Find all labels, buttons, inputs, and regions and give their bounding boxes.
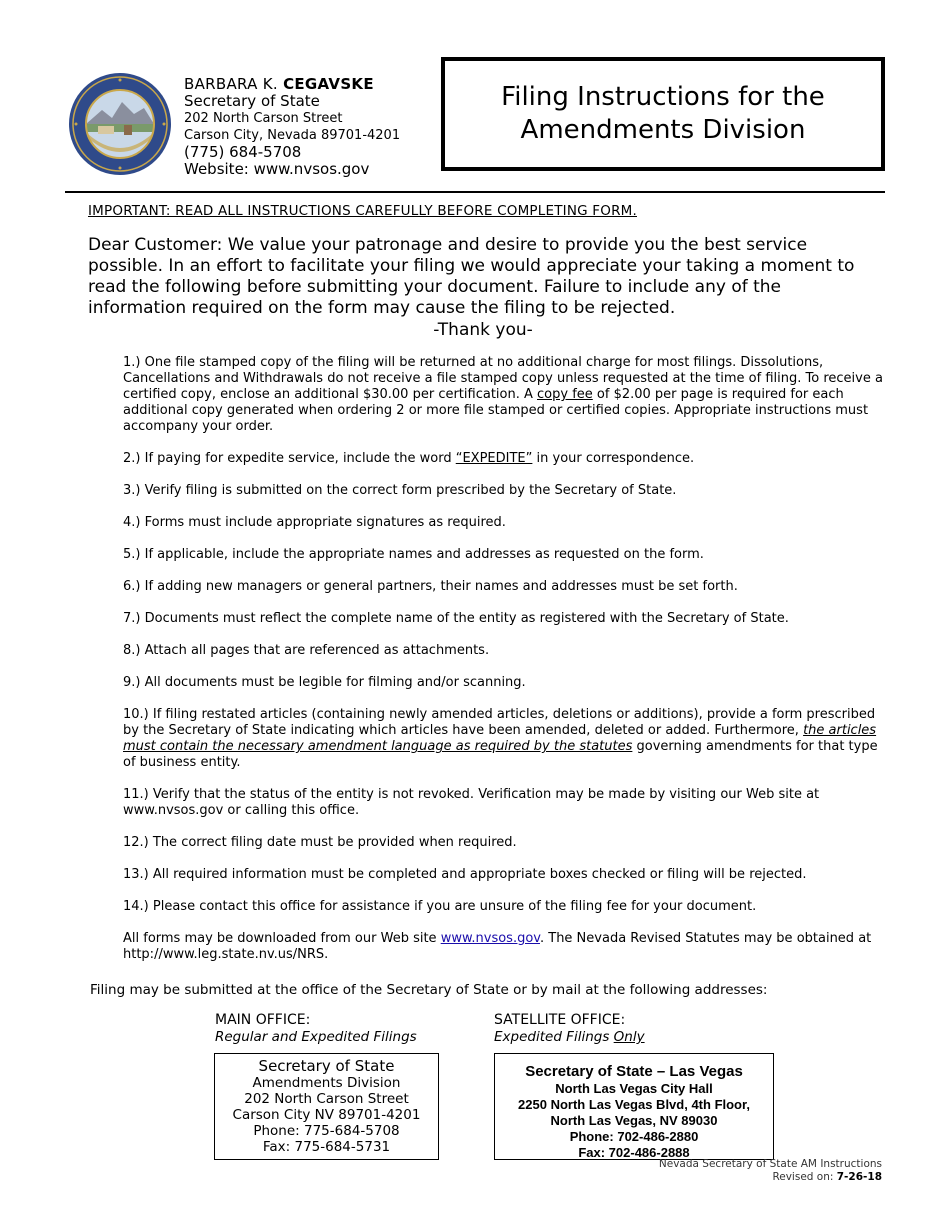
satellite-office-subheading bbox=[494, 1029, 645, 1046]
expedite-word: “EXPEDITE” bbox=[455, 451, 533, 466]
instruction-item-9: 9.) All documents must be legible for filming and/or scanning. bbox=[123, 675, 526, 690]
main-office-line: Carson City NV 89701-4201 bbox=[232, 1107, 421, 1123]
header-divider bbox=[65, 191, 885, 193]
nvsos-link[interactable]: www.nvsos.gov bbox=[440, 931, 540, 946]
instruction-item-5: 5.) If applicable, include the appropriate names and addresses as requested on the form. bbox=[123, 547, 704, 562]
instruction-item-11: 11.) Verify that the status of the entity is not revoked. Verification may be made by visiting our Web site at www.nvsos.gov or calling this office. bbox=[123, 787, 820, 818]
instruction-item-1 bbox=[123, 355, 888, 435]
item-1-text-b: of $2.00 per page is required for each additional copy generated when ordering 2 or more file stamped or certified copies. Appropriate instructions must accompany your order. bbox=[123, 387, 869, 434]
main-office-line: Phone: 775-684-5708 bbox=[253, 1123, 400, 1139]
main-office-heading: MAIN OFFICE: bbox=[215, 1012, 311, 1028]
main-office-line: Fax: 775-684-5731 bbox=[262, 1139, 391, 1155]
title-line-2: Amendments Division bbox=[520, 115, 806, 145]
office-city: Carson City, Nevada 89701-4201 bbox=[184, 128, 401, 143]
instruction-item-8: 8.) Attach all pages that are referenced as attachments. bbox=[123, 643, 490, 658]
forms-text-b: . The Nevada Revised Statutes may be obtained at http://www.leg.state.nv.us/NRS. bbox=[123, 931, 872, 962]
instruction-item-7: 7.) Documents must reflect the complete name of the entity as registered with the Secretary of State. bbox=[123, 611, 789, 626]
satellite-sub-a: Expedited Filings bbox=[494, 1029, 614, 1045]
office-website: Website: www.nvsos.gov bbox=[184, 160, 370, 178]
satellite-office-line: Fax: 702-486-2888 bbox=[578, 1145, 690, 1160]
instruction-item-3: 3.) Verify filing is submitted on the correct form prescribed by the Secretary of State. bbox=[123, 483, 677, 498]
satellite-office-address bbox=[494, 1053, 774, 1160]
satellite-office-heading-block bbox=[494, 1012, 645, 1046]
state-seal bbox=[68, 72, 172, 176]
instruction-item-4: 4.) Forms must include appropriate signatures as required. bbox=[123, 515, 506, 530]
copy-fee-term: copy fee bbox=[537, 387, 593, 402]
satellite-office-line: North Las Vegas City Hall bbox=[555, 1081, 713, 1096]
satellite-office-line: Secretary of State – Las Vegas bbox=[525, 1063, 743, 1080]
instruction-item-13: 13.) All required information must be completed and appropriate boxes checked or filing will be rejected. bbox=[123, 867, 807, 882]
office-street: 202 North Carson Street bbox=[184, 111, 343, 126]
item-2-text-a: 2.) If paying for expedite service, include the word bbox=[123, 451, 456, 466]
satellite-sub-only: Only bbox=[613, 1029, 645, 1045]
item-2-text-b: in your correspondence. bbox=[532, 451, 695, 466]
main-office-heading-block bbox=[215, 1012, 417, 1046]
revised-date: 7-26-18 bbox=[836, 1171, 882, 1183]
instruction-item-12: 12.) The correct filing date must be provided when required. bbox=[123, 835, 517, 850]
instruction-item-6: 6.) If adding new managers or general partners, their names and addresses must be set forth. bbox=[123, 579, 738, 594]
revised-label: Revised on: bbox=[772, 1171, 837, 1183]
satellite-office-line: North Las Vegas, NV 89030 bbox=[550, 1113, 718, 1128]
instruction-item-10 bbox=[123, 707, 888, 771]
seal-icon bbox=[68, 72, 172, 176]
office-phone: (775) 684-5708 bbox=[184, 143, 302, 161]
thank-you: -Thank you- bbox=[433, 320, 533, 340]
document-title bbox=[441, 57, 885, 171]
satellite-office-line: 2250 North Las Vegas Blvd, 4th Floor, bbox=[518, 1097, 750, 1112]
item-10-text-a: 10.) If filing restated articles (containing newly amended articles, deletions or additions), provide a form prescribed by the Secretary of State indicating which articles have been amended, deleted or added. Furthermore, bbox=[123, 707, 876, 738]
forms-text-a: All forms may be downloaded from our Web site bbox=[123, 931, 441, 946]
instruction-list bbox=[123, 355, 888, 979]
important-notice: IMPORTANT: READ ALL INSTRUCTIONS CAREFULLY BEFORE COMPLETING FORM. bbox=[88, 203, 637, 219]
officer-first-name: BARBARA K. bbox=[184, 75, 278, 93]
forms-download-note bbox=[123, 931, 888, 963]
intro-paragraph: Dear Customer: We value your patronage and desire to provide you the best service possible. In an effort to facilitate your filing we would appreciate your taking a moment to read the following before submitting your document. Failure to include any of the information required on the form may cause the filing to be rejected. bbox=[88, 235, 855, 318]
item-10-emphasis: the articles must contain the necessary amendment language as required by the statutes bbox=[123, 723, 877, 754]
item-10-text-b: governing amendments for that type of business entity. bbox=[123, 739, 878, 770]
officer-title: Secretary of State bbox=[184, 92, 320, 110]
officer-last-name: CEGAVSKE bbox=[283, 75, 374, 93]
page-footer bbox=[659, 1158, 882, 1184]
footer-doc-name: Nevada Secretary of State AM Instructions bbox=[658, 1158, 882, 1170]
title-line-1: Filing Instructions for the bbox=[501, 82, 825, 112]
officer-info bbox=[184, 76, 400, 178]
instruction-item-14: 14.) Please contact this office for assistance if you are unsure of the filing fee for your document. bbox=[123, 899, 757, 914]
main-office-line: Amendments Division bbox=[252, 1075, 401, 1091]
main-office-line: 202 North Carson Street bbox=[244, 1091, 409, 1107]
main-office-subheading: Regular and Expedited Filings bbox=[215, 1029, 417, 1045]
footer-revised bbox=[659, 1171, 882, 1184]
item-1-text-a: 1.) One file stamped copy of the filing will be returned at no additional charge for most filings. Dissolutions, Cancellations and Withdrawals do not receive a file stamped copy unless requested at the time of filing. To receive a certified copy, enclose an additional $30.00 per certification. A bbox=[123, 355, 883, 402]
main-office-address bbox=[214, 1053, 439, 1160]
main-office-line: Secretary of State bbox=[258, 1057, 395, 1075]
satellite-office-line: Phone: 702-486-2880 bbox=[569, 1129, 699, 1144]
satellite-office-heading: SATELLITE OFFICE: bbox=[494, 1012, 626, 1028]
instruction-item-2 bbox=[123, 451, 888, 467]
filing-note: Filing may be submitted at the office of the Secretary of State or by mail at the following addresses: bbox=[90, 982, 768, 998]
officer-name bbox=[184, 76, 400, 93]
